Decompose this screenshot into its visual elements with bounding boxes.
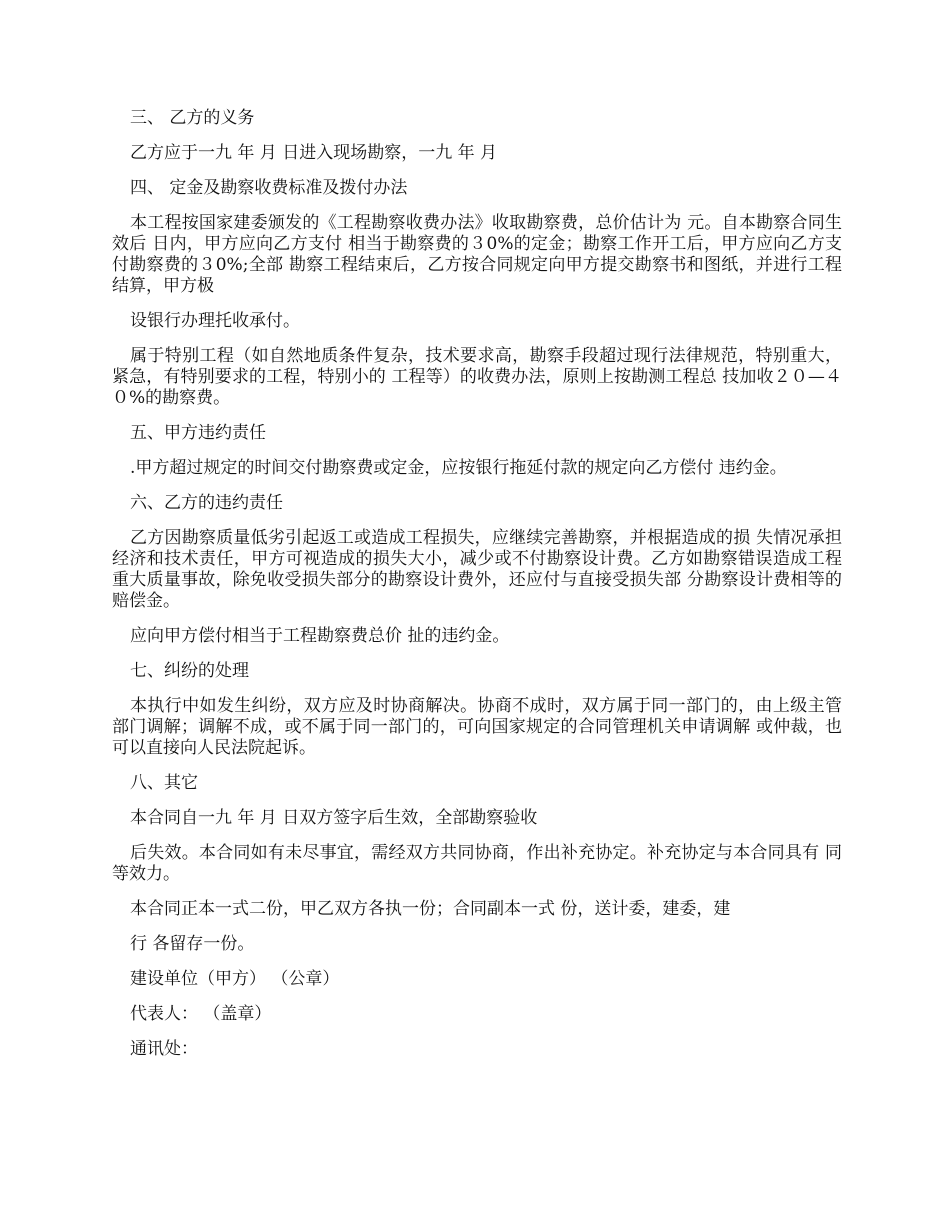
section-heading-disputes: 七、纠纷的处理 xyxy=(130,661,249,681)
paragraph: .甲方超过规定的时间交付勘察费或定金，应按银行拖延付款的规定向乙方偿付 违约金。 xyxy=(130,458,787,478)
signature-line-representative: 代表人： （盖章） xyxy=(130,1004,272,1024)
paragraph: 应向甲方偿付相当于工程勘察费总价 扯的违约金。 xyxy=(130,626,510,646)
section-heading-obligations: 三、 乙方的义务 xyxy=(130,108,255,128)
paragraph: 本合同正本一式二份，甲乙双方各执一份；合同副本一式 份，送计委，建委，建 xyxy=(130,899,731,919)
document-body xyxy=(112,108,842,1074)
paragraph: 属于特别工程（如自然地质条件复杂，技术要求高，勘察手段超过现行法律规范，特别重大，紧急，有特别要求的工程，特别小的 工程等）的收费办法，原则上按勘测工程总 技加收２０—４０%的勘察费。 xyxy=(112,346,842,408)
section-heading-party-b-liability: 六、乙方的违约责任 xyxy=(130,493,283,513)
paragraph: 本执行中如发生纠纷，双方应及时协商解决。协商不成时，双方属于同一部门的，由上级主管部门调解；调解不成，或不属于同一部门的，可向国家规定的合同管理机关申请调解 或仲裁，也可以直接向人民法院起诉。 xyxy=(112,696,842,758)
paragraph: 设银行办理托收承付。 xyxy=(130,311,300,331)
paragraph: 本合同自一九 年 月 日双方签字后生效，全部勘察验收 xyxy=(130,808,538,828)
paragraph: 后失效。本合同如有未尽事宜，需经双方共同协商，作出补充协定。补充协定与本合同具有 同等效力。 xyxy=(112,843,842,884)
paragraph: 乙方应于一九 年 月 日进入现场勘察，一九 年 月 xyxy=(130,143,498,163)
signature-line-party-a: 建设单位（甲方） （公章） xyxy=(130,969,340,989)
paragraph: 本工程按国家建委颁发的《工程勘察收费办法》收取勘察费，总价估计为 元。自本勘察合同生效后 日内，甲方应向乙方支付 相当于勘察费的３0%的定金；勘察工作开工后，甲方应向乙方支付勘察费的３0%;全部 勘察工程结束后，乙方按合同规定向甲方提交勘察书和图纸，并进行工程结算，甲方极 xyxy=(112,213,842,296)
section-heading-other: 八、其它 xyxy=(130,773,198,793)
section-heading-party-a-liability: 五、甲方违约责任 xyxy=(130,423,266,443)
section-heading-fees: 四、 定金及勘察收费标准及拨付办法 xyxy=(130,178,408,198)
signature-line-address: 通讯处： xyxy=(130,1039,198,1059)
paragraph: 行 各留存一份。 xyxy=(130,934,255,954)
paragraph: 乙方因勘察质量低劣引起返工或造成工程损失，应继续完善勘察，并根据造成的损 失情况承担经济和技术责任，甲方可视造成的损失大小，减少或不付勘察设计费。乙方如勘察错误造成工程重大质量事故，除免收受损失部分的勘察设计费外，还应付与直接受损失部 分勘察设计费相等的赔偿金。 xyxy=(112,528,842,611)
